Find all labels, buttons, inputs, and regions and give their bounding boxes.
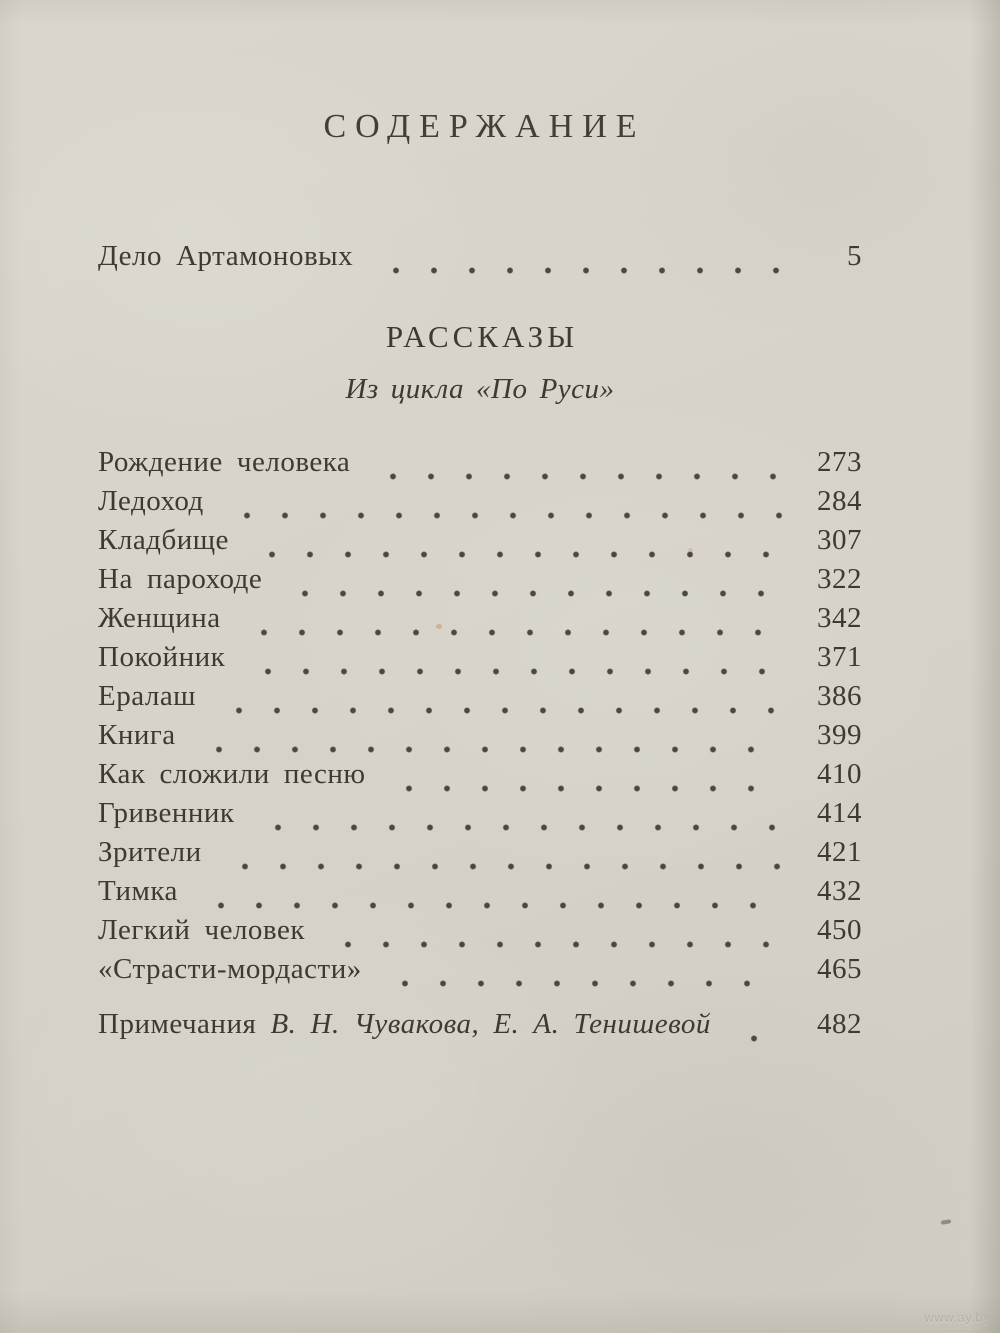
dot-leader: [369, 240, 782, 279]
toc-entry-title: «Страсти-мордасти»: [98, 952, 362, 985]
paper-speck: [688, 548, 693, 552]
toc-entry: [98, 602, 862, 641]
toc-entry-novel: [98, 240, 862, 279]
dot-leader: [218, 836, 782, 875]
toc-entry-page-number: 307: [817, 523, 862, 556]
toc-entry-title: Как сложили песню: [98, 757, 366, 790]
dot-leader: [366, 446, 782, 485]
dot-leader: [237, 602, 782, 641]
toc-entry-page-number: 386: [817, 679, 862, 712]
paper-speck: [941, 1219, 952, 1225]
table-of-contents: [98, 0, 862, 1047]
toc-entry-page-number: 421: [817, 835, 862, 868]
dot-leader: [378, 953, 782, 992]
toc-entry-title: Тимка: [98, 874, 178, 907]
toc-entry-title: Ледоход: [98, 484, 204, 517]
dot-leader: [321, 914, 782, 953]
dot-leader: [727, 1008, 782, 1047]
toc-entry-title: Гривенник: [98, 796, 235, 829]
toc-entry-page-number: 322: [817, 562, 862, 595]
toc-entry-title: Книга: [98, 718, 176, 751]
dot-leader: [241, 641, 782, 680]
page-title: СОДЕРЖАНИЕ: [323, 108, 646, 145]
toc-entry-title: Кладбище: [98, 523, 229, 556]
toc-entry-page-number: 399: [817, 718, 862, 751]
toc-entry-title: На пароходе: [98, 562, 263, 595]
notes-authors: В. Н. Чувакова, Е. А. Тенишевой: [270, 1007, 711, 1040]
toc-entry-title: Зрители: [98, 835, 202, 868]
watermark: www.ay.by: [924, 1310, 990, 1325]
toc-entry-title: Рождение человека: [98, 445, 351, 478]
toc-entry: [98, 719, 862, 758]
toc-entry: [98, 953, 862, 992]
notes-label: Примечания: [98, 1007, 257, 1040]
cycle-subtitle: Из цикла «По Руси»: [345, 373, 615, 405]
toc-entry-page-number: 284: [817, 484, 862, 517]
toc-entry: [98, 914, 862, 953]
toc-entry-page-number: 5: [847, 240, 862, 272]
toc-entry-title: Легкий человек: [98, 913, 305, 946]
toc-entry-notes: [98, 1008, 862, 1047]
dot-leader: [251, 797, 782, 836]
paper-speck: [436, 624, 442, 629]
toc-entry: [98, 641, 862, 680]
toc-entry-page-number: 371: [817, 640, 862, 673]
toc-entry-page-number: 482: [817, 1007, 862, 1040]
dot-leader: [382, 758, 782, 797]
toc-entry: [98, 875, 862, 914]
toc-entry-page-number: 273: [817, 445, 862, 478]
toc-entry-list: [98, 446, 862, 992]
dot-leader: [220, 485, 782, 524]
toc-entry: [98, 836, 862, 875]
toc-entry: [98, 485, 862, 524]
toc-entry: [98, 680, 862, 719]
toc-entry-title: Женщина: [98, 601, 221, 634]
toc-entry-page-number: 432: [817, 874, 862, 907]
toc-entry: [98, 563, 862, 602]
section-heading: РАССКАЗЫ: [385, 319, 579, 354]
toc-entry: [98, 797, 862, 836]
dot-leader: [212, 680, 782, 719]
toc-entry: [98, 446, 862, 485]
toc-entry-page-number: 410: [817, 757, 862, 790]
toc-entry: [98, 758, 862, 797]
toc-entry-page-number: 465: [817, 952, 862, 985]
dot-leader: [245, 524, 782, 563]
toc-entry-title: [98, 1008, 711, 1047]
dot-leader: [194, 875, 782, 914]
toc-entry: [98, 524, 862, 563]
dot-leader: [192, 719, 782, 758]
toc-entry-title: Дело Артамоновых: [98, 240, 354, 272]
toc-entry-title: Покойник: [98, 640, 226, 673]
toc-entry-title: Ералаш: [98, 679, 197, 712]
toc-entry-page-number: 414: [817, 796, 862, 829]
toc-entry-page-number: 450: [817, 913, 862, 946]
dot-leader: [278, 563, 782, 602]
toc-entry-page-number: 342: [817, 601, 862, 634]
